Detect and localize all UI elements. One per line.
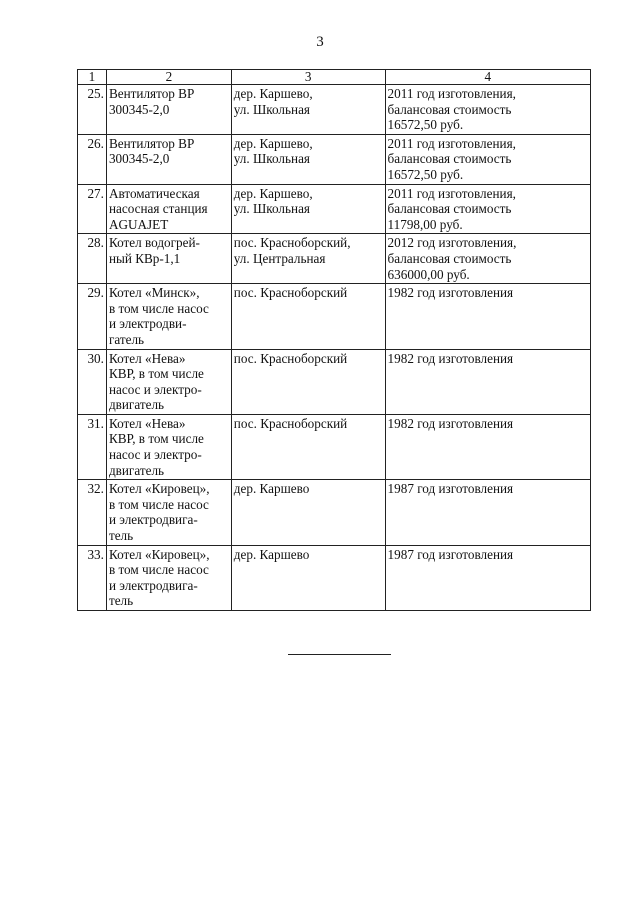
item-name (106, 134, 231, 184)
item-name-line: гатель (108, 331, 145, 347)
item-name (106, 85, 231, 135)
item-location (231, 414, 385, 479)
item-name-line: двигатель (108, 397, 165, 413)
item-info-line: 2011 год изготовления, (387, 135, 516, 151)
header-cell-3: 3 (231, 70, 385, 85)
item-name-line: Автоматическая (108, 185, 200, 201)
item-name-line: в том числе насос (108, 300, 209, 316)
item-name-line: в том числе насос (108, 496, 209, 512)
row-number: 29. (78, 284, 107, 349)
item-info-line: 2011 год изготовления, (387, 86, 516, 101)
item-location-line: пос. Красноборский (233, 350, 348, 366)
item-name (106, 349, 231, 414)
row-number: 26. (78, 134, 107, 184)
item-info (385, 184, 590, 234)
item-location-line: ул. Школьная (233, 101, 311, 117)
item-info-line: 1982 год изготовления (387, 350, 514, 366)
item-name (106, 234, 231, 284)
item-name (106, 414, 231, 479)
item-name-line: 300345-2,0 (108, 101, 170, 117)
item-location-line: пос. Красноборский (233, 415, 348, 431)
row-number: 31. (78, 414, 107, 479)
property-table (77, 69, 591, 611)
header-cell-1: 1 (78, 70, 107, 85)
item-location-line: пос. Красноборский (233, 285, 348, 301)
item-name-line: тель (108, 593, 134, 609)
item-location-line: ул. Школьная (233, 151, 311, 167)
item-info (385, 134, 590, 184)
item-location-line: дер. Каршево (233, 546, 310, 562)
item-location (231, 134, 385, 184)
item-name-line: насос и электро- (108, 381, 202, 397)
item-info (385, 545, 590, 610)
end-rule (288, 654, 391, 655)
item-info-line: 16572,50 руб. (387, 117, 464, 133)
table-row (78, 414, 591, 479)
item-info (385, 480, 590, 545)
item-name-line: Вентилятор ВР (108, 135, 195, 151)
table-row (78, 234, 591, 284)
item-location-line: дер. Каршево (233, 481, 310, 497)
header-cell-4: 4 (385, 70, 590, 85)
item-info-line: 1982 год изготовления (387, 415, 514, 431)
item-name-line: КВР, в том числе (108, 431, 204, 447)
row-number: 32. (78, 480, 107, 545)
item-location-line: дер. Каршево, (233, 86, 313, 101)
item-name-line: Вентилятор ВР (108, 86, 195, 101)
item-info-line: 2011 год изготовления, (387, 185, 516, 201)
item-name-line: тель (108, 528, 134, 544)
table-header-row (78, 70, 591, 85)
table-row (78, 480, 591, 545)
item-location-line: ул. Центральная (233, 250, 326, 266)
table-row (78, 85, 591, 135)
item-name-line: Котел «Минск», (108, 285, 200, 301)
item-name-line: Котел «Кировец», (108, 481, 210, 497)
item-info-line: 16572,50 руб. (387, 166, 464, 182)
table-row (78, 545, 591, 610)
item-name-line: Котел «Кировец», (108, 546, 210, 562)
item-info-line: 636000,00 руб. (387, 266, 470, 282)
header-cell-2: 2 (106, 70, 231, 85)
item-name (106, 184, 231, 234)
item-info-line: 1987 год изготовления (387, 481, 514, 497)
item-location (231, 284, 385, 349)
item-name-line: и электродвига- (108, 512, 198, 528)
item-location (231, 480, 385, 545)
item-name-line: ный КВр-1,1 (108, 250, 181, 266)
item-info-line: 11798,00 руб. (387, 216, 463, 232)
item-info-line: 2012 год изготовления, (387, 235, 517, 251)
item-location (231, 349, 385, 414)
item-name-line: и электродви- (108, 316, 187, 332)
item-info (385, 85, 590, 135)
item-name (106, 284, 231, 349)
row-number: 33. (78, 545, 107, 610)
item-location-line: пос. Красноборский, (233, 235, 351, 251)
item-name (106, 545, 231, 610)
item-name-line: насос и электро- (108, 447, 202, 463)
item-name-line: Котел «Нева» (108, 350, 186, 366)
item-name-line: 300345-2,0 (108, 151, 170, 167)
item-info-line: балансовая стоимость (387, 250, 512, 266)
item-info-line: 1982 год изготовления (387, 285, 514, 301)
table-row (78, 134, 591, 184)
row-number: 28. (78, 234, 107, 284)
item-info (385, 234, 590, 284)
item-location (231, 545, 385, 610)
row-number: 30. (78, 349, 107, 414)
item-info (385, 414, 590, 479)
table-row (78, 349, 591, 414)
item-location (231, 234, 385, 284)
item-name-line: КВР, в том числе (108, 366, 204, 382)
row-number: 25. (78, 85, 107, 135)
item-name-line: в том числе насос (108, 562, 209, 578)
item-info (385, 284, 590, 349)
table-row (78, 284, 591, 349)
item-name-line: двигатель (108, 462, 165, 478)
page-number: 3 (316, 34, 324, 50)
item-name-line: Котел водогрей- (108, 235, 200, 251)
table-row (78, 184, 591, 234)
row-number: 27. (78, 184, 107, 234)
item-name (106, 480, 231, 545)
item-location-line: дер. Каршево, (233, 135, 313, 151)
item-location (231, 184, 385, 234)
item-info (385, 349, 590, 414)
item-info-line: балансовая стоимость (387, 101, 512, 117)
item-name-line: Котел «Нева» (108, 415, 186, 431)
item-info-line: балансовая стоимость (387, 201, 512, 217)
item-name-line: AGUAJET (108, 216, 169, 232)
item-location-line: дер. Каршево, (233, 185, 313, 201)
item-info-line: балансовая стоимость (387, 151, 512, 167)
item-name-line: насосная станция (108, 201, 208, 217)
item-info-line: 1987 год изготовления (387, 546, 514, 562)
item-name-line: и электродвига- (108, 577, 198, 593)
item-location-line: ул. Школьная (233, 201, 311, 217)
item-location (231, 85, 385, 135)
